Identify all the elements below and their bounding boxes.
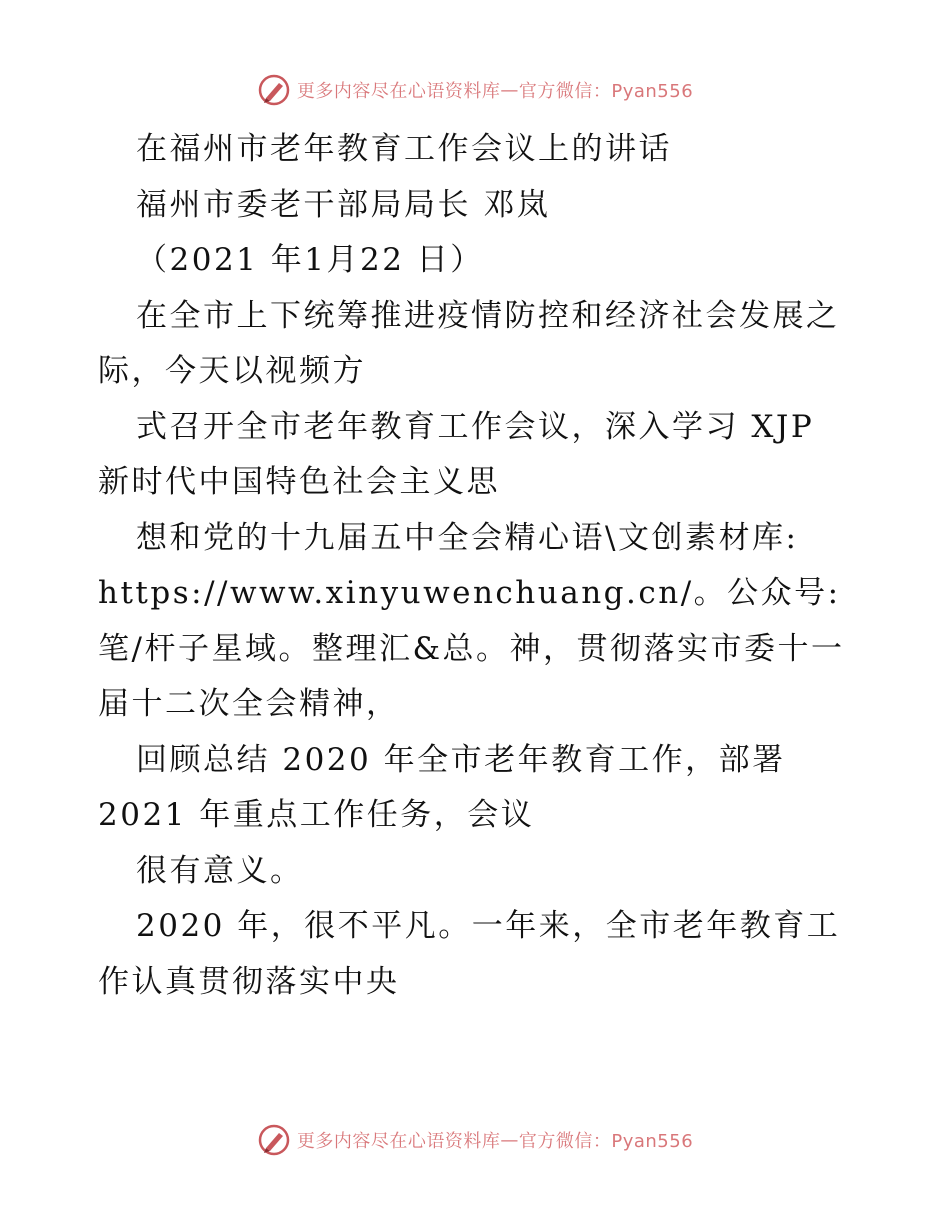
text-line: 福州市委老干部局局长 邓岚 [136,186,551,223]
text-line: 作认真贯彻落实中央 [98,963,400,1000]
watermark-separator: — [500,79,519,101]
header-watermark [0,72,950,108]
text-line: 在全市上下统筹推进疫情防控和经济社会发展之 [136,297,840,334]
text-line: 际，今天以视频方 [98,353,366,389]
watermark-contact: 官方微信：Pyan556 [518,1131,694,1152]
text-line: https://www.xinyuwenchuang.cn/。公众号: [98,575,841,611]
text-line: 新时代中国特色社会主义思 [98,464,500,500]
text-line: 届十二次全会精神， [98,686,400,722]
document-body [98,122,858,1010]
text-line: 回顾总结 2020 年全市老年教育工作，部署 [136,741,786,778]
text-line: 2020 年，很不平凡。一年来，全市老年教育工 [136,908,841,944]
pen-logo-icon [257,73,291,107]
text-line: 式召开全市老年教育工作会议，深入学习 XJP [136,408,815,445]
watermark-separator: — [500,1129,519,1151]
text-line: （2021 年1月22 日） [136,242,484,278]
text-line: 在福州市老年教育工作会议上的讲话 [136,131,672,167]
text-line: 笔/杆子星域。整理汇&总。神，贯彻落实市委十一 [98,630,845,667]
text-line: 想和党的十九届五中全会精心语\文创素材库: [136,519,799,556]
watermark-contact: 官方微信：Pyan556 [518,81,694,102]
watermark-text: 更多内容尽在心语资料库 [296,1131,501,1152]
text-line: 2021 年重点工作任务，会议 [98,797,535,833]
pen-logo-icon [257,1123,291,1157]
text-line: 很有意义。 [136,852,304,889]
watermark-text: 更多内容尽在心语资料库 [296,81,501,102]
footer-watermark [0,1122,950,1158]
